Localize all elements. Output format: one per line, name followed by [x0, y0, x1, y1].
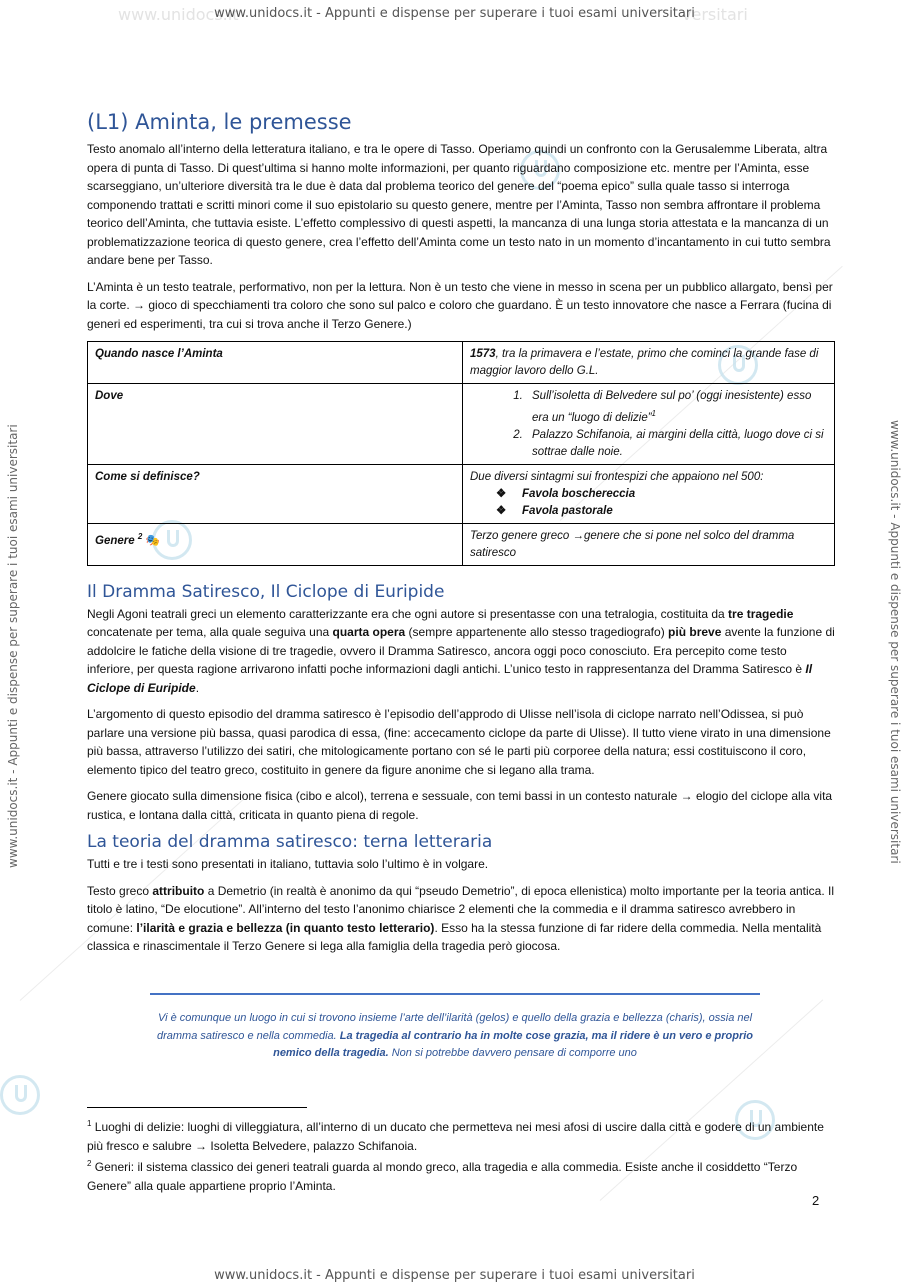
- list-item: [526, 427, 827, 461]
- list-item: [526, 388, 827, 427]
- list-item: [496, 503, 827, 520]
- paragraph: L’Aminta è un testo teatrale, performativo, non per la lettura. Non è un testo che viene in messo in scena per un pubblico allargato, bensì per la corte. → gioco di specchiamenti tra coloro che sono sul palco e coloro che guardano. È un testo innovatore che nasce a Ferrara (fucina di generi ed esperimenti, tra cui si trova anche il Terzo Genere.): [87, 279, 833, 331]
- paragraph: Testo anomalo all’interno della letteratura italiano, e tra le opere di Tasso. Operiamo quindi un confronto con la Gerusalemme Liberata, altra opera di punta di Tasso. Di quest’ultima si hanno molte informazioni, per quanto riguardano composizione etc. mentre per l’Aminta, esse scarseggiano, un’ulteriore diversità tra le due è data dal problema teorico del genere del “poema epico” sulla quale tasso si interroga componendo trattati e scritti minori come il suo epistolario su questo genere, mentre per l’Aminta, Tasso non sembra affrontare il problema teorico dell’Aminta, che tuttavia esiste. L’effetto complessivo di questi aspetti, la mancanza di una lunga storia attestata e la mancanza di un problematizzazione teorica di questo genere, crea l’effetto dell’Aminta come un testo nato in un momento d’incantamento in cui tutto sembra andare bene per Tasso.: [87, 142, 831, 267]
- watermark-ghost-left: www.unidocs.it: [118, 5, 239, 24]
- footnote-1: [87, 1115, 835, 1155]
- text-run: Non si potrebbe davvero pensare di comporre uno: [388, 1047, 637, 1059]
- text-run: concatenate per tema, alla quale seguiva una: [87, 625, 333, 640]
- table-row: [88, 523, 835, 565]
- text-run: Testo greco: [87, 883, 153, 898]
- bold-text: l’ilarità e grazia e bellezza (in quanto testo letterario): [136, 920, 435, 935]
- theatre-masks-icon: 🎭: [145, 534, 160, 547]
- table-value-cell: [463, 384, 835, 465]
- paragraph: Genere giocato sulla dimensione fisica (cibo e alcol), terrena e sessuale, con temi bassi in un contesto naturale → elogio del ciclope alla vita rustica, e lontana dalla città, criticata in quanto piena di regole.: [87, 789, 833, 822]
- definition-list: [470, 486, 827, 520]
- list-item-text: Favola pastorale: [522, 504, 613, 517]
- text-run: a Demetrio (in realtà è anonimo da qui “pseudo Demetrio”, di epoca ellenistica) molto importante per la teoria antica. Il titolo è latino, “De elocutione”. All’interno del testo l’anonimo chiarisce 2 elementi che la commedia e il dramma satiresco avrebbero in comune:: [87, 883, 835, 935]
- table-value-text: Due diversi sintagmi sui frontespizi che appaiono nel 500:: [470, 470, 764, 483]
- footnote-2: [87, 1155, 835, 1195]
- quote-block: [150, 1010, 760, 1063]
- table-row: [88, 342, 835, 384]
- watermark-ghost-right: versitari: [682, 5, 748, 24]
- list-item-text: Sull’isoletta di Belvedere sul po’ (oggi inesistente) esso era un “luogo di delizie”: [532, 390, 812, 424]
- table-key-cell: Dove: [88, 384, 463, 465]
- text-run: . Esso ha la stessa funzione di far ridere della commedia. Nella mentalità classica e rinascimentale il Terzo Genere si lega alla famiglia della tragedia però giocosa.: [87, 920, 822, 954]
- table-key-cell: Quando nasce l’Aminta: [88, 342, 463, 384]
- paragraph: Tutti e tre i testi sono presentati in italiano, tuttavia solo l’ultimo è in volgare.: [87, 857, 489, 872]
- paragraph: [87, 605, 835, 698]
- list-item: [496, 486, 827, 503]
- document-body: [87, 110, 835, 964]
- aminta-info-table: [87, 341, 835, 566]
- footnote-number: 2: [87, 1159, 92, 1168]
- watermark-side-left: www.unidocs.it - Appunti e dispense per superare i tuoi esami universitari: [6, 424, 20, 868]
- footnote-ref: 1: [651, 409, 656, 418]
- text-run: .: [195, 680, 200, 695]
- section-title-dramma-satiresco: Il Dramma Satiresco, Il Ciclope di Euripide: [87, 581, 445, 602]
- text-run: Vi è comunque un luogo in cui si trovono insieme l’arte dell’ilarità (gelos) e quello della grazia e bellezza (charis), ossia nel dramma satiresco e nella commedia.: [156, 1012, 753, 1042]
- list-item-text: Palazzo Schifanoia, ai margini della città, luogo dove ci si sottrae dalle noie.: [532, 428, 824, 458]
- table-key-cell: Come si definisce?: [88, 464, 463, 523]
- table-key-cell: [88, 523, 463, 565]
- table-key-text: Genere: [95, 534, 135, 547]
- footnotes: [87, 1115, 835, 1195]
- bold-text: quarta opera: [332, 625, 406, 640]
- bold-text: La tragedia al contrario ha in molte cose grazia, ma il ridere è un vero e proprio nemico della tragedia.: [273, 1029, 754, 1059]
- location-list: [470, 388, 827, 461]
- diamond-bullet-icon: ❖: [496, 487, 507, 500]
- bold-text: attribuito: [152, 883, 205, 898]
- text-run: (sempre appartenente allo stesso tragediografo): [405, 625, 669, 640]
- bold-text: tre tragedie: [728, 606, 794, 621]
- footnote-ref: 2: [137, 531, 143, 541]
- table-value-cell: [463, 464, 835, 523]
- bold-italic-text: Il Ciclope di Euripide: [87, 662, 813, 695]
- paragraph: [87, 882, 835, 956]
- footnote-text: Generi: il sistema classico dei generi teatrali guarda al mondo greco, alla tragedia e alla commedia. Esiste anche il cosiddetto “Terzo Genere” alla quale appartiene proprio l’Aminta.: [87, 1160, 798, 1193]
- diamond-bullet-icon: ❖: [496, 504, 507, 517]
- footnote-number: 1: [87, 1119, 92, 1128]
- footnote-divider: [87, 1107, 307, 1108]
- text-run: avente la funzione di addolcire le fatiche della visione di tre tragedie, ovvero il Dramma Satiresco, ancora oggi poco conosciuto. Era percepito come testo inferiore, per questa ragione arrivarono infatti poche informazioni dagli antichi. L’unico testo in rappresentanza del Dramma Satiresco è: [87, 625, 835, 677]
- page-number: 2: [812, 1193, 820, 1208]
- table-row: [88, 464, 835, 523]
- footnote-text: Luoghi di delizie: luoghi di villeggiatura, all’interno di un ducato che permetteva nei mesi afosi di uscire dalla città e godere di un ambiente più fresco e salubre → Isoletta Belvedere, palazzo Schifanoia.: [87, 1120, 824, 1153]
- quote-divider: [150, 993, 760, 995]
- paragraph: L’argomento di questo episodio del dramma satiresco è l’episodio dell’approdo di Ulisse nell’isola di ciclope narrato nell’Odissea, si può parlare una versione più bassa, quasi parodica di essa, (fine: accecamento ciclope da parte di Ulisse). Il tutto viene virato in una dimensione più bassa, attraverso l’utilizzo dei satiri, che mitologicamente portano con sé le parti più corporee della natura; essi costituiscono il coro, elemento tipico del teatro greco, costituito in genere da figure anonime che si legano alla trama.: [87, 707, 831, 777]
- table-row: [88, 384, 835, 465]
- watermark-side-right: www.unidocs.it - Appunti e dispense per superare i tuoi esami universitari: [888, 420, 902, 864]
- year-text: 1573: [470, 348, 496, 360]
- watermark-banner-bottom: www.unidocs.it - Appunti e dispense per superare i tuoi esami universitari: [214, 1268, 695, 1283]
- watermark-banner-top: www.unidocs.it - Appunti e dispense per superare i tuoi esami universitari: [214, 6, 695, 21]
- watermark-logo-icon: [0, 1075, 40, 1115]
- text-run: Negli Agoni teatrali greci un elemento caratterizzante era che ogni autore si presentasse con una tetralogia, costituita da: [87, 606, 729, 621]
- table-value-text: , tra la primavera e l’estate, primo che cominci la grande fase di maggior lavoro dello G.L.: [470, 348, 819, 377]
- section-title-teoria: La teoria del dramma satiresco: terna letteraria: [87, 832, 493, 853]
- list-item-text: Favola boschereccia: [522, 487, 636, 500]
- section-title-aminta: (L1) Aminta, le premesse: [87, 110, 352, 134]
- table-value-cell: [463, 342, 835, 384]
- bold-text: più breve: [668, 625, 722, 640]
- table-value-cell: Terzo genere greco →genere che si pone nel solco del dramma satiresco: [463, 523, 835, 565]
